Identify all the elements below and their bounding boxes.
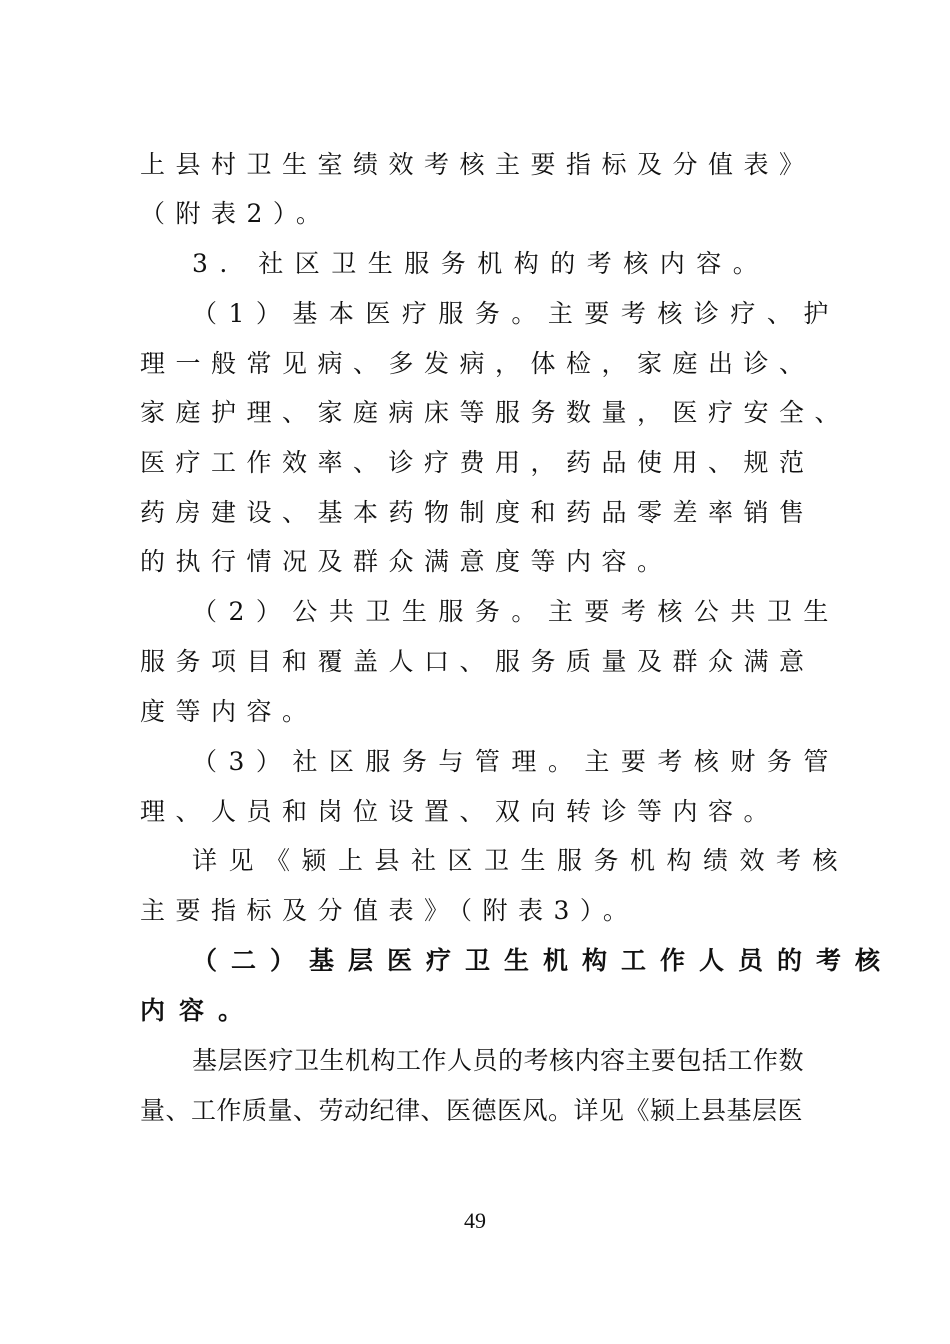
- text-line-4: （1）基本医疗服务。主要考核诊疗、护: [192, 299, 840, 328]
- text-line-20: 量、工作质量、劳动纪律、医德医风。详见《颍上县基层医: [140, 1096, 804, 1125]
- text-line-11: 服务项目和覆盖人口、服务质量及群众满意: [140, 647, 815, 676]
- text-line-19: 基层医疗卫生机构工作人员的考核内容主要包括工作数: [192, 1046, 805, 1075]
- text-line-7: 医疗工作效率、诊疗费用，药品使用、规范: [140, 448, 815, 477]
- text-line-12: 度等内容。: [140, 697, 318, 726]
- text-line-13: （3）社区服务与管理。主要考核财务管: [192, 747, 840, 776]
- text-line-15: 详见《颍上县社区卫生服务机构绩效考核: [192, 846, 850, 875]
- text-line-14: 理、人员和岗位设置、双向转诊等内容。: [140, 797, 780, 826]
- text-line-6: 家庭护理、家庭病床等服务数量，医疗安全、: [140, 398, 851, 427]
- text-line-16: 主要指标及分值表》（附表3）。: [140, 896, 639, 925]
- section-heading-line-2: 内容。: [140, 996, 258, 1025]
- text-line-8: 药房建设、基本药物制度和药品零差率销售: [140, 498, 815, 527]
- section-heading-line-1: （二）基层医疗卫生机构工作人员的考核: [192, 946, 895, 975]
- text-line-2: （附表2）。: [140, 199, 332, 228]
- text-line-9: 的执行情况及群众满意度等内容。: [140, 547, 673, 576]
- text-line-3: 3. 社区卫生服务机构的考核内容。: [192, 249, 770, 278]
- text-line-5: 理一般常见病、多发病，体检，家庭出诊、: [140, 349, 815, 378]
- page-number: 49: [464, 1208, 486, 1233]
- text-line-10: （2）公共卫生服务。主要考核公共卫生: [192, 597, 840, 626]
- text-line-1: 上县村卫生室绩效考核主要指标及分值表》: [140, 150, 815, 179]
